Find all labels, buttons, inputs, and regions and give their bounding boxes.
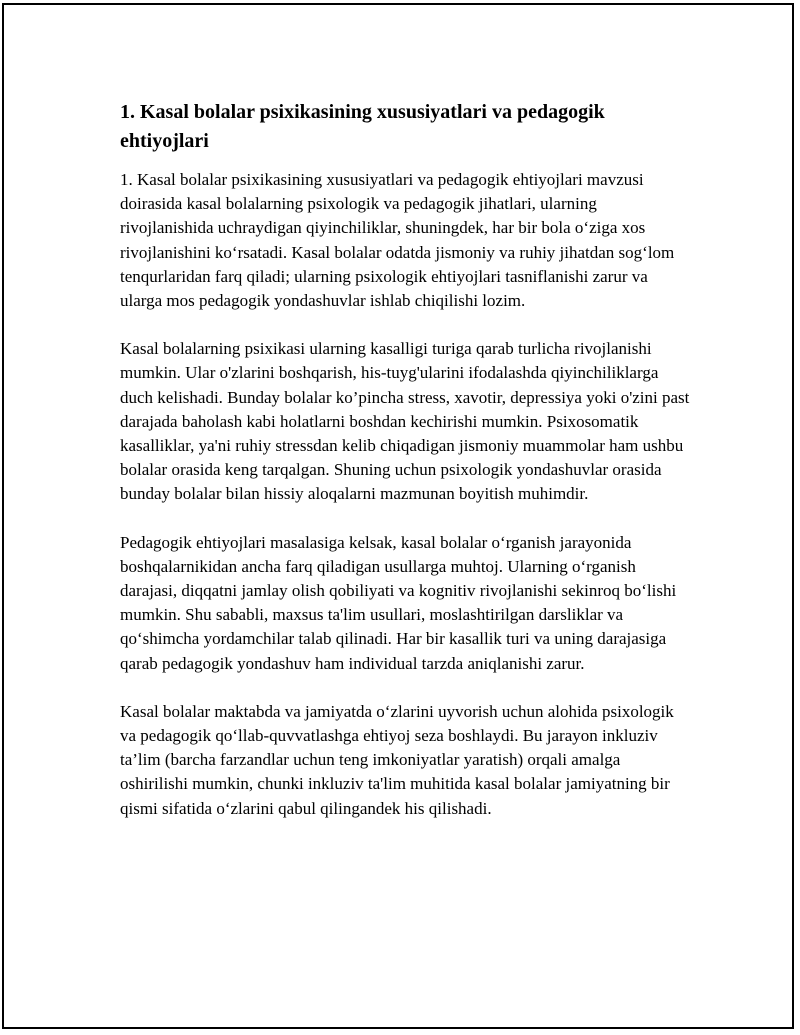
paragraph-4: Kasal bolalar maktabda va jamiyatda o‘zlarini uyvorish uchun alohida psixologik va pedagogik qo‘llab-quvvatlashga ehtiyoj seza boshlaydi. Bu jarayon inkluziv ta’lim (barcha farzandlar uchun teng imkoniyatlar yaratish) orqali amalga oshirilishi mumkin, chunki inkluziv ta'lim muhitida kasal bolalar jamiyatning bir qismi sifatida o‘zlarini qabul qilingandek his qilishadi. <box>120 701 674 818</box>
paragraph-2: Kasal bolalarning psixikasi ularning kasalligi turiga qarab turlicha rivojlanishi mumkin. Ular o'zlarini boshqarish, his-tuyg'ularini ifodalashda qiyinchiliklarga duch kelishadi. Bunday bolalar ko’pincha stress, xavotir, depressiya yoki o'zini past darajada baholash kabi holatlarni boshdan kechirishi mumkin. Psixosomatik kasalliklar, ya'ni ruhiy stressdan kelib chiqadigan jismoniy muammolar ham ushbu bolalar orasida keng tarqalgan. Shuning uchun psixologik yondashuvlar orasida bunday bolalar bilan hissiy aloqalarni mazmunan boyitish muhimdir. <box>120 339 690 504</box>
paragraph-1: 1. Kasal bolalar psixikasining xususiyatlari va pedagogik ehtiyojlari mavzusi doirasida kasal bolalarning psixologik va pedagogik jihatlari, ularning rivojlanishida uchraydigan qiyinchiliklar, shuningdek, har bir bola o‘ziga xos rivojlanishini ko‘rsatadi. Kasal bolalar odatda jismoniy va ruhiy jihatdan sog‘lom tenqurlaridan farq qiladi; ularning psixologik ehtiyojlari tasniflanishi zarur va ularga mos pedagogik yondashuvlar ishlab chiqilishi lozim. <box>120 170 675 311</box>
document-title: 1. Kasal bolalar psixikasining xususiyatlari va pedagogik ehtiyojlari <box>120 101 605 152</box>
document-body <box>120 98 690 845</box>
paragraph-3: Pedagogik ehtiyojlari masalasiga kelsak, kasal bolalar o‘rganish jarayonida boshqalarnikidan ancha farq qiladigan usullarga muhtoj. Ularning o‘rganish darajasi, diqqatni jamlay olish qobiliyati va kognitiv rivojlanishi sekinroq bo‘lishi mumkin. Shu sababli, maxsus ta'lim usullari, moslashtirilgan darsliklar va qo‘shimcha yordamchilar talab qilinadi. Har bir kasallik turi va uning darajasiga qarab pedagogik yondashuv ham individual tarzda aniqlanishi zarur. <box>120 532 677 673</box>
page-border <box>2 3 794 1029</box>
